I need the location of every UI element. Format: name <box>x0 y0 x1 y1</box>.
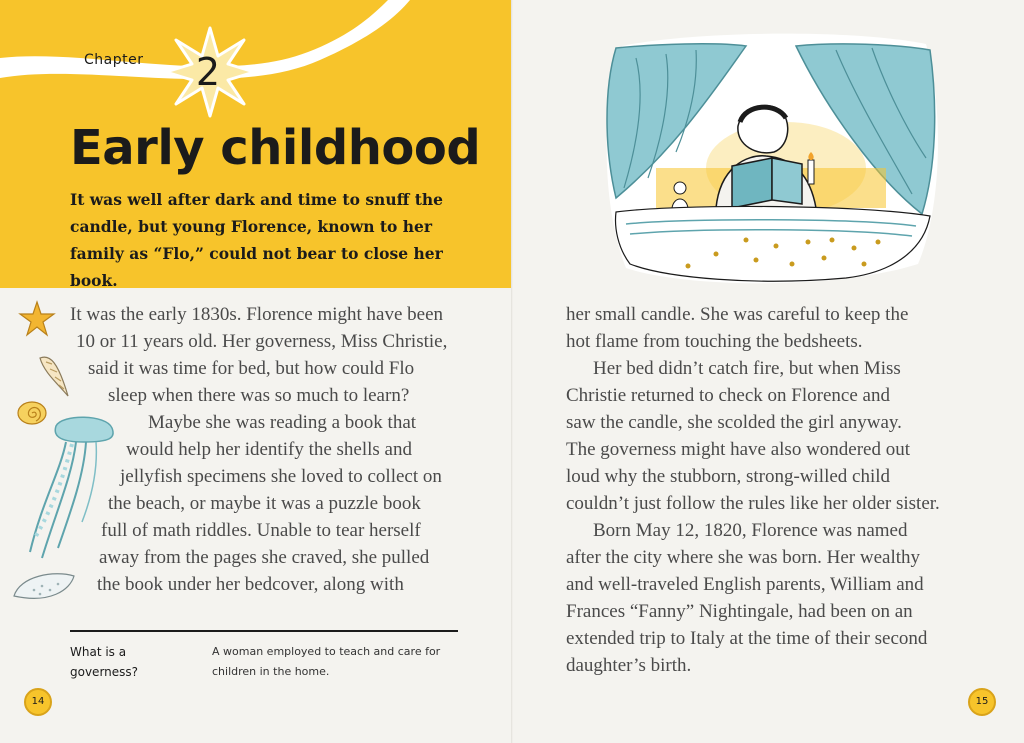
text-line: would help her identify the shells and <box>126 439 412 460</box>
text-line: daughter’s birth. <box>566 655 692 676</box>
text-line: saw the candle, she scolded the girl anyway. <box>566 412 902 433</box>
text-line: hot flame from touching the bedsheets. <box>566 331 863 352</box>
text-line: 10 or 11 years old. Her governess, Miss Christie, <box>76 331 448 352</box>
text-line: loud why the stubborn, strong-willed child <box>566 466 891 487</box>
text-line: It was the early 1830s. Florence might have been <box>70 304 444 325</box>
glossary-divider <box>70 630 458 632</box>
glossary-definition: A woman employed to teach and care for children in the home. <box>212 645 441 678</box>
text-line: and well-traveled English parents, William and <box>566 574 924 595</box>
page-gutter <box>511 0 513 743</box>
text-line: Maybe she was reading a book that <box>148 412 417 433</box>
text-line: the beach, or maybe it was a puzzle book <box>108 493 421 514</box>
text-line: away from the pages she craved, she pulled <box>99 547 430 568</box>
text-line: full of math riddles. Unable to tear herself <box>101 520 421 541</box>
text-line: extended trip to Italy at the time of their second <box>566 628 928 649</box>
starfish-icon <box>18 300 56 338</box>
chapter-title: Early childhood <box>70 120 481 176</box>
text-line: Christie returned to check on Florence and <box>566 385 890 406</box>
text-line: Frances “Fanny” Nightingale, had been on an <box>566 601 913 622</box>
chapter-label: Chapter <box>84 52 144 68</box>
text-line: couldn’t just follow the rules like her older sister. <box>566 493 940 514</box>
text-line: said it was time for bed, but how could Flo <box>88 358 415 379</box>
text-line: Born May 12, 1820, Florence was named <box>593 520 908 541</box>
text-line: the book under her bedcover, along with <box>97 574 404 595</box>
chapter-intro: It was well after dark and time to snuff the candle, but young Florence, known to her family as “Flo,” could not bear to close her book. <box>70 190 443 288</box>
text-line: her small candle. She was careful to keep the <box>566 304 909 325</box>
page-number-right: 15 <box>968 688 996 716</box>
text-line: Her bed didn’t catch fire, but when Miss <box>593 358 901 379</box>
page-number-left: 14 <box>24 688 52 716</box>
glossary-term: What is a governess? <box>70 645 139 679</box>
text-line: jellyfish specimens she loved to collect on <box>120 466 442 487</box>
text-line: after the city where she was born. Her wealthy <box>566 547 920 568</box>
text-line: The governess might have also wondered out <box>566 439 911 460</box>
cone-shell-icon <box>36 352 72 400</box>
girl-reading-in-bed-illustration <box>596 28 944 290</box>
chapter-number: 2 <box>195 50 221 94</box>
chapter-header <box>0 0 511 288</box>
text-line: sleep when there was so much to learn? <box>108 385 410 406</box>
clam-shell-icon <box>10 570 78 606</box>
